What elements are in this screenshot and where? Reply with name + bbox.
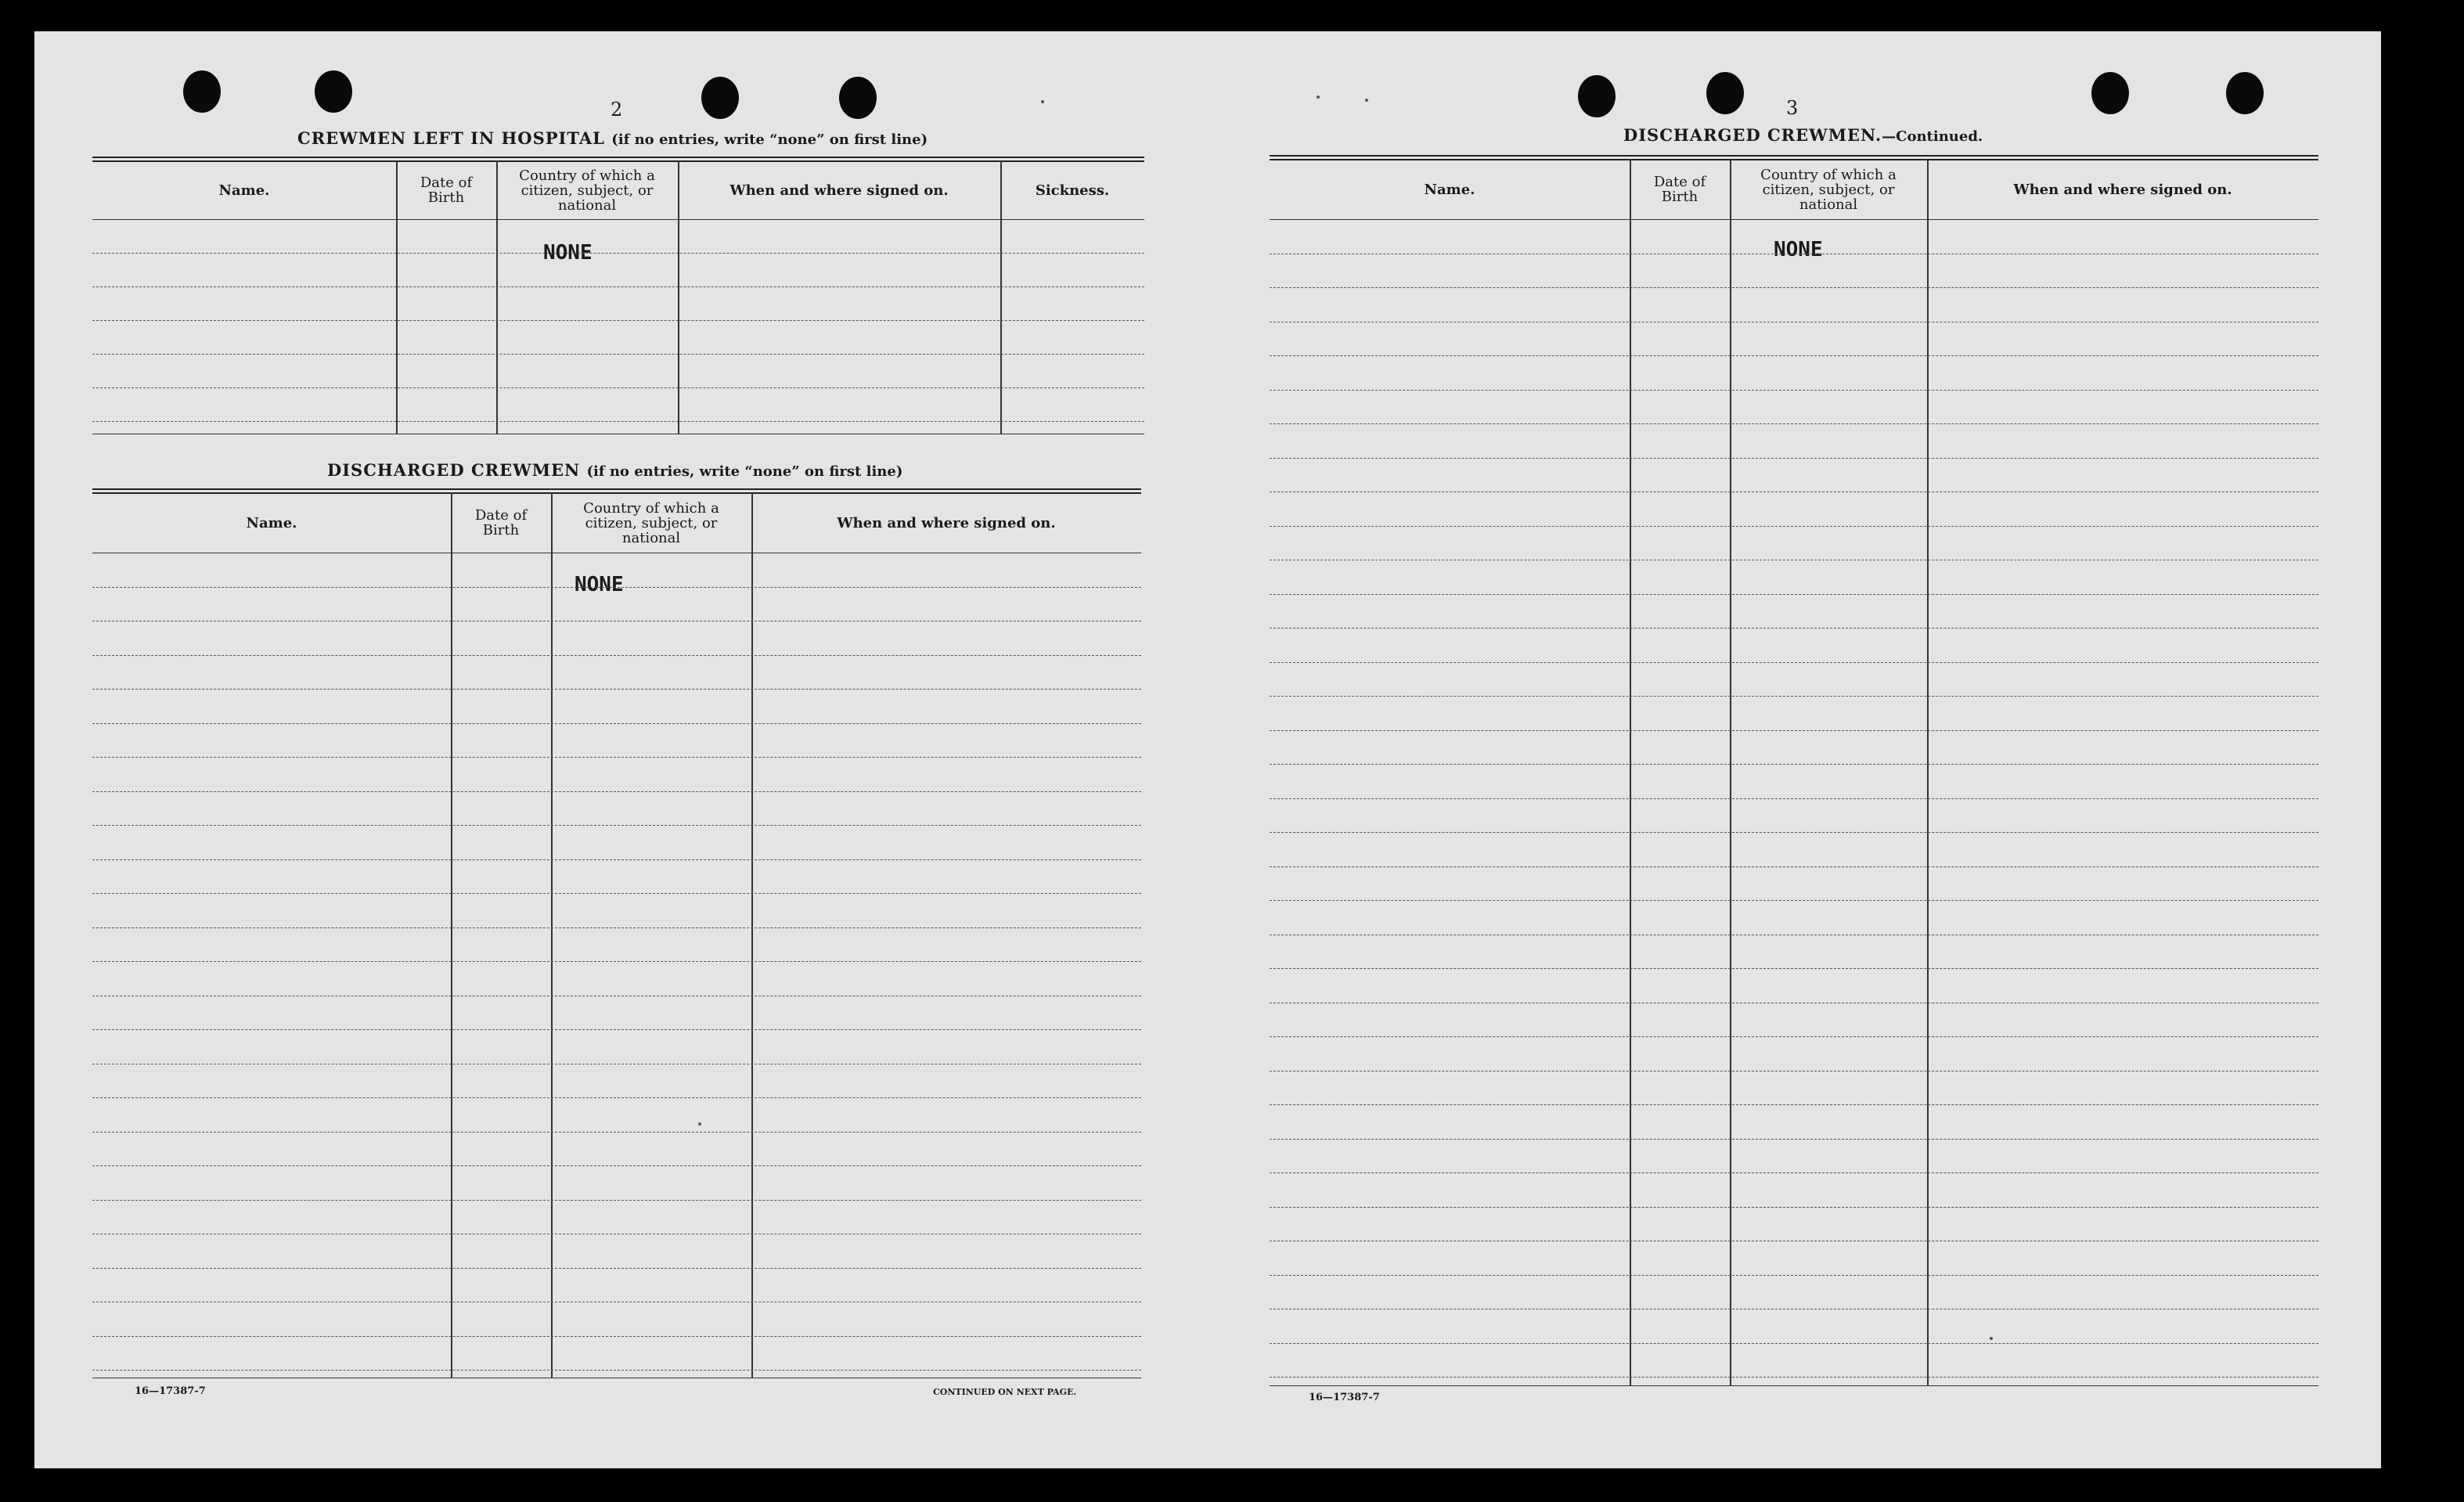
ruled-line — [1270, 594, 2318, 595]
ruled-line — [92, 253, 1144, 254]
speck — [1041, 100, 1044, 103]
right-none-entry: NONE — [1771, 238, 1826, 261]
ruled-line — [1270, 832, 2318, 833]
speck — [1990, 1337, 1993, 1340]
header-rule — [92, 219, 1144, 220]
speck — [1317, 95, 1320, 99]
ruled-line — [92, 757, 1141, 758]
punch-hole — [2091, 72, 2129, 114]
ruled-line — [92, 825, 1141, 826]
ruled-line — [92, 723, 1141, 724]
column-header: When and where signed on. — [2013, 181, 2232, 198]
ruled-line — [1270, 662, 2318, 663]
column-divider — [496, 160, 498, 434]
punch-hole — [701, 77, 739, 119]
column-divider — [751, 492, 753, 1378]
ruled-line — [92, 927, 1141, 928]
ruled-line — [92, 1165, 1141, 1166]
column-header: Country of which a citizen, subject, or national — [1760, 166, 1897, 213]
column-divider — [1630, 159, 1631, 1385]
ruled-line — [1270, 458, 2318, 459]
ruled-line — [1270, 696, 2318, 697]
ruled-line — [92, 1336, 1141, 1337]
column-header: Country of which a citizen, subject, or national — [583, 499, 719, 546]
page-number-right: 3 — [1786, 97, 1799, 119]
form-number-right: 16—17387-7 — [1309, 1392, 1380, 1403]
punch-hole — [1706, 72, 1744, 114]
punch-hole — [1578, 75, 1616, 117]
ruled-line — [92, 1370, 1141, 1371]
table-rule — [92, 492, 1141, 494]
right-section-title — [1623, 125, 1983, 145]
ruled-line — [1270, 1104, 2318, 1105]
column-header: When and where signed on. — [837, 514, 1056, 531]
ruled-line — [92, 320, 1144, 321]
discharged-instruction: (if no entries, write “none” on first line) — [586, 463, 903, 480]
ruled-line — [1270, 1172, 2318, 1173]
right-title-suffix: —Continued. — [1882, 128, 1983, 145]
continued-note: CONTINUED ON NEXT PAGE. — [933, 1387, 1077, 1397]
ruled-line — [1270, 355, 2318, 356]
column-header: Date of Birth — [474, 507, 528, 538]
ruled-line — [1270, 1275, 2318, 1276]
ruled-line — [1270, 526, 2318, 527]
table-rule — [92, 488, 1141, 490]
hospital-section-title — [297, 128, 928, 148]
ruled-line — [92, 387, 1144, 388]
ruled-line — [1270, 900, 2318, 901]
page-number-left: 2 — [611, 99, 623, 121]
ruled-line — [1270, 1377, 2318, 1378]
column-divider — [551, 492, 553, 1378]
column-divider — [396, 160, 398, 434]
column-header: Sickness. — [1035, 182, 1110, 199]
column-header: Name. — [1424, 181, 1475, 198]
table-rule — [1270, 159, 2318, 160]
header-rule — [1270, 219, 2318, 220]
ruled-line — [1270, 968, 2318, 969]
ruled-line — [92, 859, 1141, 860]
ruled-line — [92, 1029, 1141, 1030]
table-rule — [92, 160, 1144, 162]
column-divider — [678, 160, 679, 434]
right-title-text: DISCHARGED CREWMEN. — [1623, 125, 1882, 145]
ruled-line — [1270, 1207, 2318, 1208]
column-header: When and where signed on. — [729, 182, 949, 199]
speck — [1365, 99, 1368, 102]
ruled-line — [1270, 287, 2318, 288]
column-divider — [451, 492, 452, 1378]
ruled-line — [1270, 764, 2318, 765]
ruled-line — [92, 893, 1141, 894]
speck — [698, 1122, 701, 1126]
ruled-line — [1270, 1071, 2318, 1072]
column-header: Name. — [218, 182, 270, 199]
ruled-line — [92, 421, 1144, 422]
ruled-line — [1270, 423, 2318, 424]
ruled-line — [1270, 798, 2318, 799]
ruled-line — [92, 1097, 1141, 1098]
column-divider — [1000, 160, 1002, 434]
ruled-line — [1270, 1343, 2318, 1344]
discharged-none-entry: NONE — [571, 573, 627, 596]
ruled-line — [92, 791, 1141, 792]
ruled-line — [92, 961, 1141, 962]
ruled-line — [1270, 1036, 2318, 1037]
ruled-line — [1270, 866, 2318, 867]
ruled-line — [1270, 390, 2318, 391]
column-header: Date of Birth — [420, 175, 473, 206]
ruled-line — [92, 1268, 1141, 1269]
hospital-instruction: (if no entries, write “none” on first line) — [611, 131, 928, 148]
column-divider — [1927, 159, 1929, 1385]
hospital-title-text: CREWMEN LEFT IN HOSPITAL — [297, 128, 605, 148]
column-header: Name. — [246, 514, 297, 531]
discharged-section-title — [327, 460, 902, 480]
table-bottom-rule — [1270, 1385, 2318, 1386]
punch-hole — [2226, 72, 2264, 114]
punch-hole — [315, 70, 352, 113]
ruled-line — [92, 655, 1141, 656]
discharged-title-text: DISCHARGED CREWMEN — [327, 460, 581, 480]
ruled-line — [92, 1132, 1141, 1133]
table-rule — [1270, 155, 2318, 157]
ruled-line — [92, 689, 1141, 690]
ruled-line — [1270, 628, 2318, 629]
column-divider — [1730, 159, 1731, 1385]
column-header: Country of which a citizen, subject, or national — [519, 167, 655, 214]
ruled-line — [92, 1200, 1141, 1201]
punch-hole — [839, 77, 877, 119]
ruled-line — [1270, 730, 2318, 731]
ruled-line — [1270, 1139, 2318, 1140]
document-sheet — [34, 31, 2381, 1468]
form-number-left: 16—17387-7 — [135, 1385, 206, 1397]
column-header: Date of Birth — [1653, 174, 1706, 205]
ruled-line — [92, 354, 1144, 355]
ruled-line — [92, 587, 1141, 588]
table-rule — [92, 157, 1144, 158]
ruled-line — [92, 286, 1144, 287]
hospital-none-entry: NONE — [540, 241, 596, 265]
punch-hole — [183, 70, 221, 113]
